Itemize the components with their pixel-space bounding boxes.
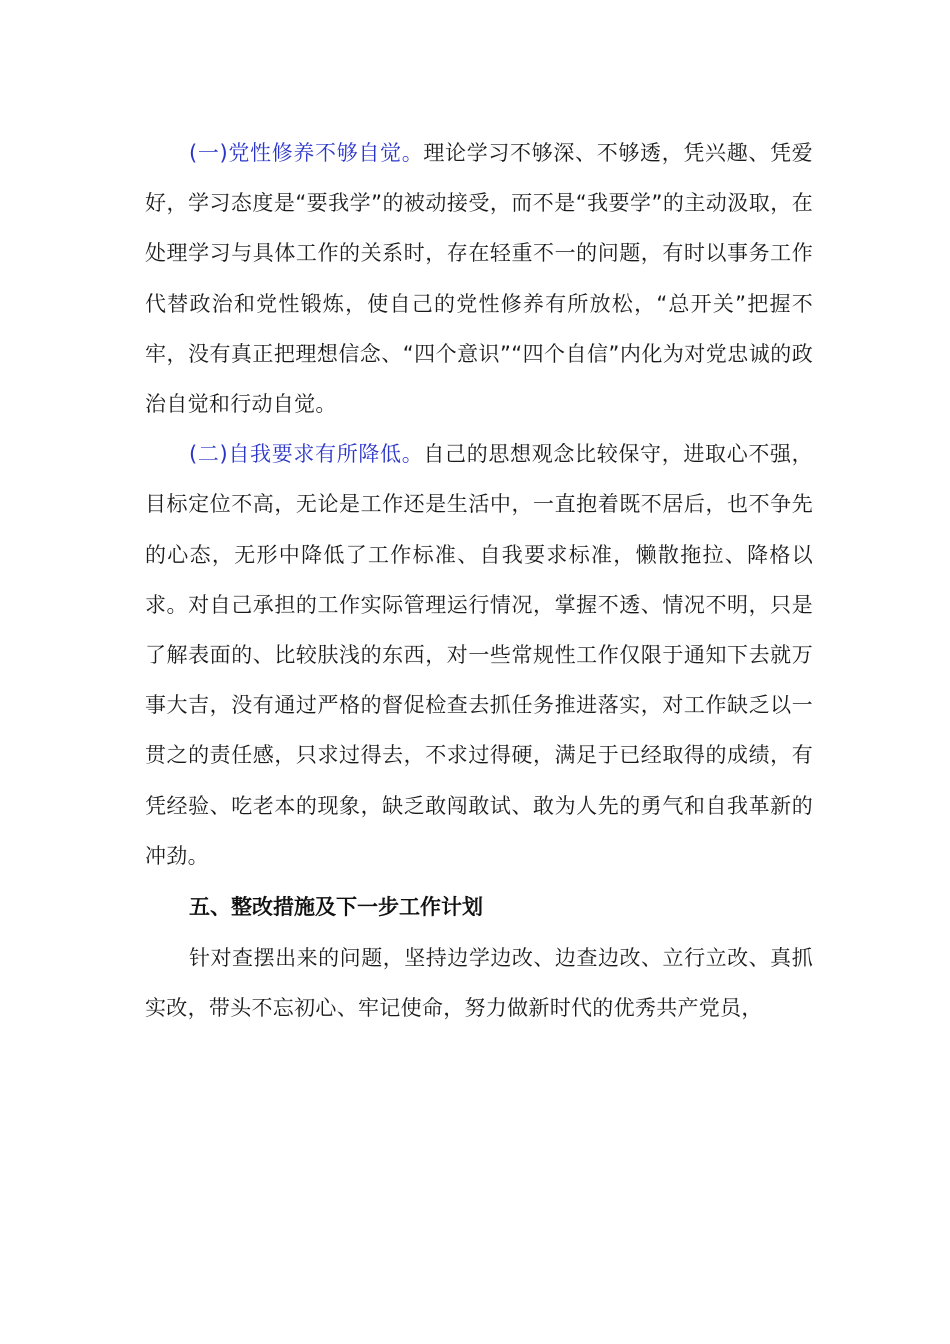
paragraph-text: 理论学习不够深、不够透，凭兴趣、凭爱好，学习态度是“要我学”的被动接受，而不是“我要学”的主动汲取，在处理学习与具体工作的关系时，存在轻重不一的问题，有时以事务工作代替政治和党性锻炼，使自己的党性修养有所放松，“总开关”把握不牢，没有真正把理想信念、“四个意识”“四个自信”内化为对党忠诚的政治自觉和行动自觉。 bbox=[145, 141, 813, 417]
paragraph-self-requirement bbox=[145, 429, 813, 881]
subheading-self-requirement: (二)自我要求有所降低。 bbox=[189, 442, 424, 467]
paragraph-text: 自己的思想观念比较保守，进取心不强，目标定位不高，无论是工作还是生活中，一直抱着既不居后，也不争先的心态，无形中降低了工作标准、自我要求标准，懒散拖拉、降格以求。对自己承担的工作实际管理运行情况，掌握不透、情况不明，只是了解表面的、比较肤浅的东西，对一些常规性工作仅限于通知下去就万事大吉，没有通过严格的督促检查去抓任务推进落实，对工作缺乏以一贯之的责任感，只求过得去，不求过得硬，满足于已经取得的成绩，有凭经验、吃老本的现象，缺乏敢闯敢试、敢为人先的勇气和自我革新的冲劲。 bbox=[145, 442, 813, 868]
paragraph-party-cultivation bbox=[145, 128, 813, 429]
document-body bbox=[145, 128, 813, 1033]
paragraph-rectification-intro: 针对查摆出来的问题，坚持边学边改、边查边改、立行立改、真抓实改，带头不忘初心、牢记使命，努力做新时代的优秀共产党员， bbox=[145, 946, 813, 1021]
subheading-party-cultivation: (一)党性修养不够自觉。 bbox=[189, 141, 424, 165]
section-title-rectification: 五、整改措施及下一步工作计划 bbox=[189, 895, 483, 920]
